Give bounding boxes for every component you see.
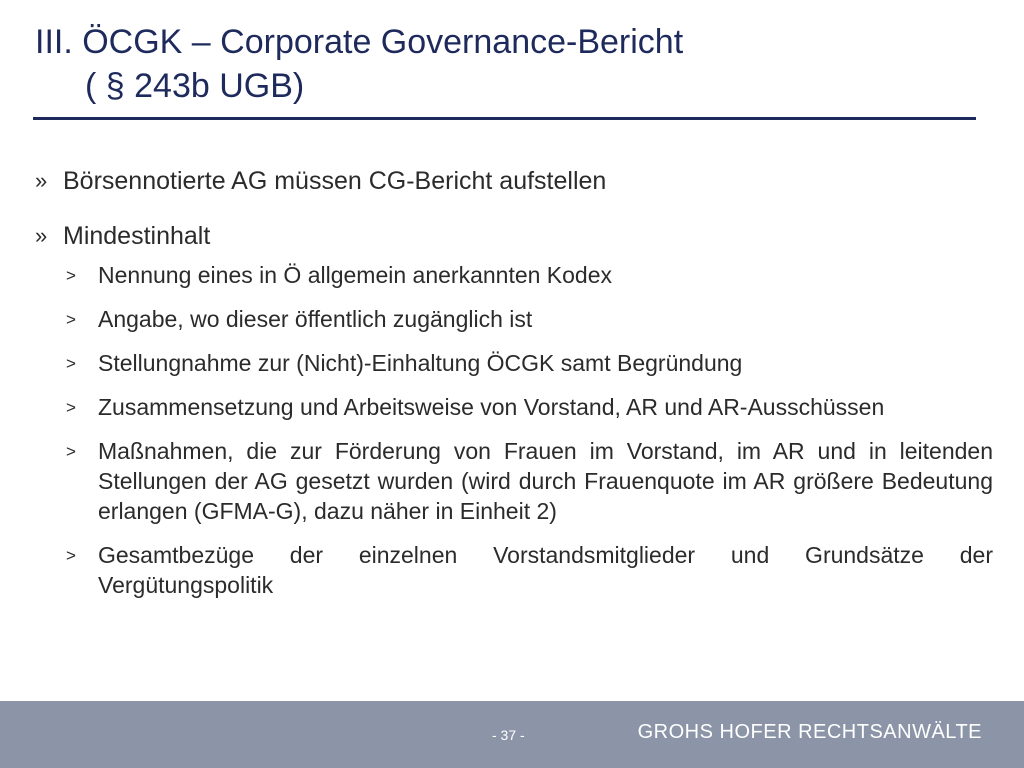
bullet-text: Mindestinhalt [63,222,211,250]
sub-item [35,260,993,290]
sub-marker: > [66,398,76,417]
sub-item [35,436,993,526]
sub-item-text: Stellungnahme zur (Nicht)-Einhaltung ÖCGK samt Begründung [98,350,743,376]
sub-item [35,392,993,422]
bullet-marker: » [35,168,48,193]
sub-item-text: Nennung eines in Ö allgemein anerkannten Kodex [98,262,613,288]
title-line-2: ( § 243b UGB) [85,67,305,105]
sub-marker: > [66,266,76,285]
sub-item-text: Maßnahmen, die zur Förderung von Frauen im Vorstand, im AR und in leitenden Stellungen der AG gesetzt wurden (wird durch Frauenquote im AR größere Bedeutung erlangen (GFMA-G), dazu näher in Einheit 2) [98,438,993,524]
sub-item [35,304,993,334]
title-line-1: III. ÖCGK – Corporate Governance-Bericht [35,23,684,61]
bullet-text: Börsennotierte AG müssen CG-Bericht aufstellen [63,167,607,195]
sub-item [35,540,993,600]
sub-item-text: Angabe, wo dieser öffentlich zugänglich ist [98,306,533,332]
sub-marker: > [66,442,76,461]
brand-logo-text: GROHS HOFER RECHTSANWÄLTE [637,721,982,743]
footer-bar [0,701,1024,768]
bullet-item [35,220,993,252]
sub-marker: > [66,546,76,565]
bullet-marker: » [35,223,48,248]
sub-item-text: Gesamtbezüge der einzelnen Vorstandsmitglieder und Grundsätze der Vergütungspolitik [98,542,993,598]
sub-marker: > [66,354,76,373]
title-divider [33,117,976,120]
sub-item [35,348,993,378]
bullet-item [35,165,993,197]
sub-item-text: Zusammensetzung und Arbeitsweise von Vorstand, AR und AR-Ausschüssen [98,394,885,420]
sub-marker: > [66,310,76,329]
page-number: - 37 - [492,727,525,743]
slide-title [35,20,995,108]
slide-content [35,165,993,614]
